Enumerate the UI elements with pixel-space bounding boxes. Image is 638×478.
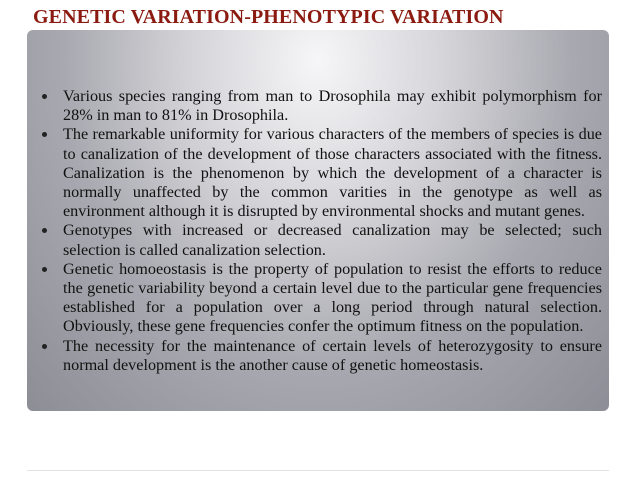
bullet-text: The remarkable uniformity for various characters of the members of species is due to canalization of the development of those characters associated with the fitness. Canalization is the phenomenon by which the development of a character is normally unaffected by the common varities in the genotype as well as environment although it is disrupted by environmental shocks and mutant genes. [63,125,602,221]
bullet-text: Genetic homoeostasis is the property of population to resist the efforts to reduce the genetic variability beyond a certain level due to the particular gene frequencies established for a population over a long period through natural selection. Obviously, these gene frequencies confer the optimum fitness on the population. [63,259,602,336]
bullet-dot-icon [42,132,47,137]
slide-title: GENETIC VARIATION-PHENOTYPIC VARIATION [33,6,504,28]
bullet-dot-icon [42,228,47,233]
bullet-item [40,221,602,259]
bullet-item [40,87,602,125]
bullet-text: Various species ranging from man to Drosophila may exhibit polymorphism for 28% in man to 81% in Drosophila. [63,87,602,125]
bullet-item [40,260,602,337]
bullet-item [40,337,602,375]
bullet-text: Genotypes with increased or decreased canalization may be selected; such selection is called canalization selection. [63,221,602,259]
bottom-divider [27,470,609,471]
bullet-dot-icon [42,94,47,99]
bullet-dot-icon [42,267,47,272]
bullet-list [40,87,602,375]
bullet-text: The necessity for the maintenance of certain levels of heterozygosity to ensure normal development is the another cause of genetic homeostasis. [63,336,602,374]
bullet-item [40,125,602,221]
bullet-dot-icon [42,344,47,349]
